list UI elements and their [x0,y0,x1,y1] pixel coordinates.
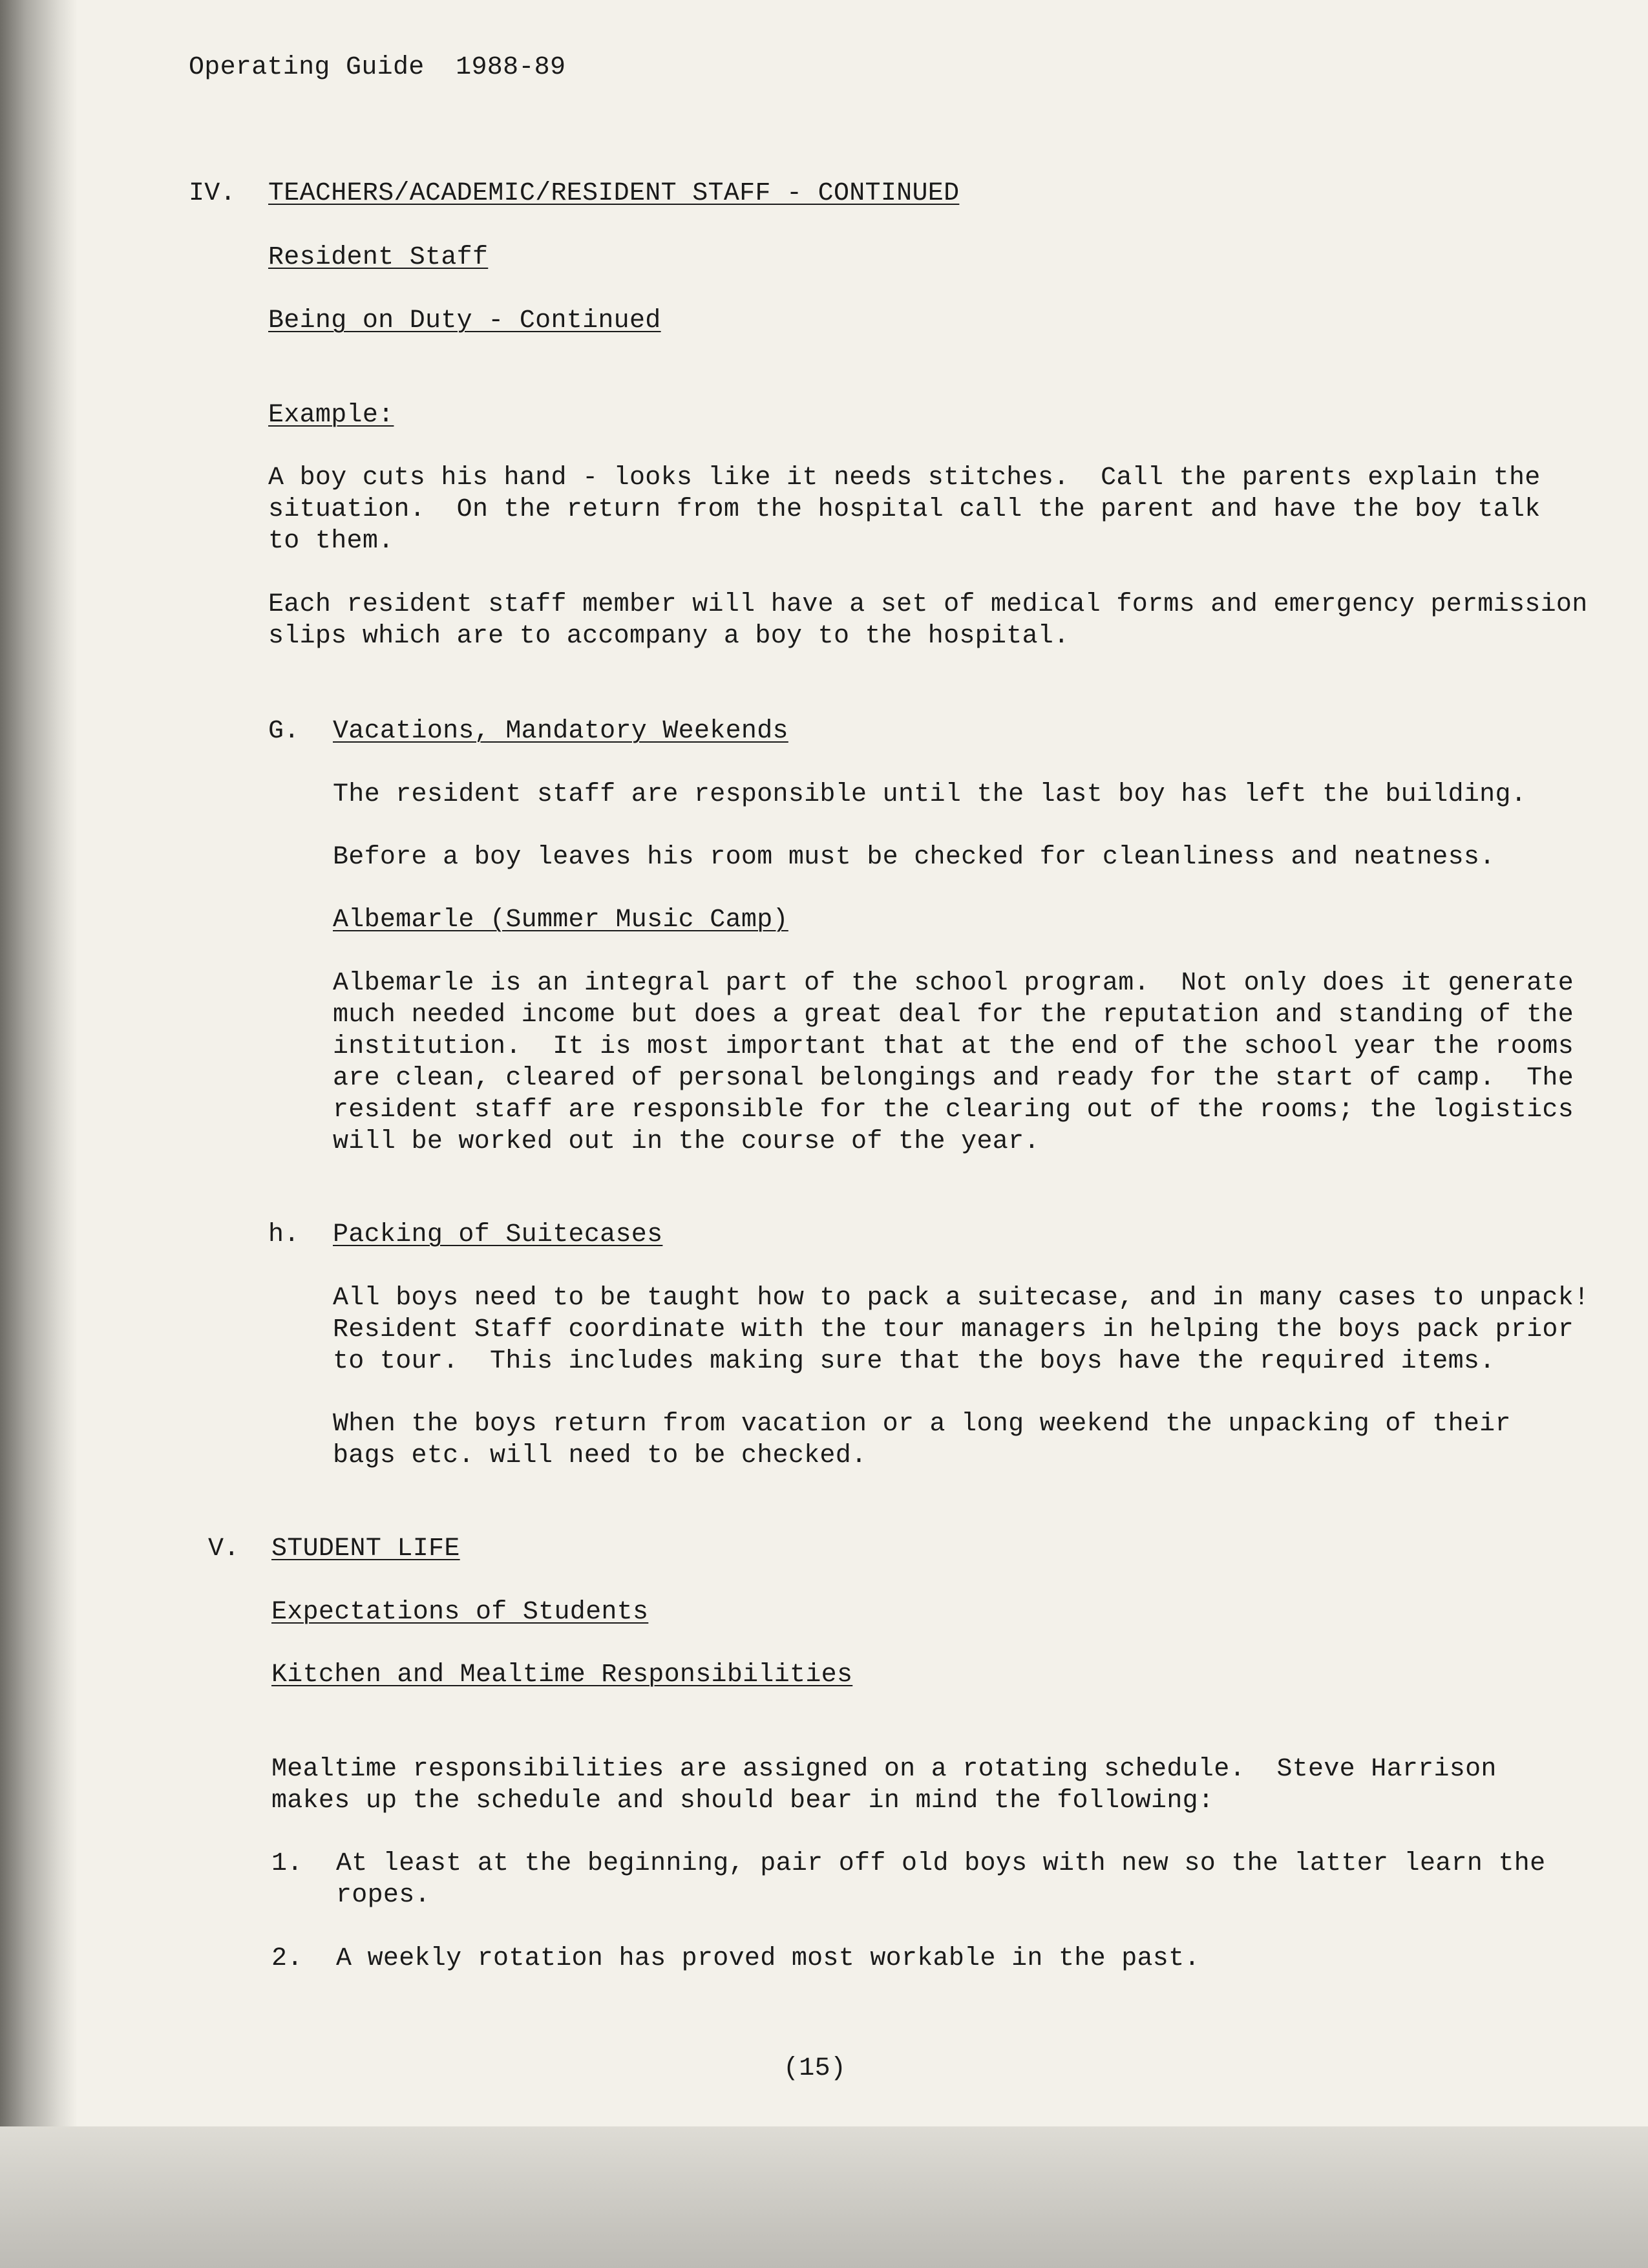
albemarle-line-3: institution. It is most important that at the end of the school year the rooms [333,1032,1574,1061]
example-line-3: to them. [268,527,394,556]
page-number: (15) [783,2054,847,2083]
item-g-line-2: Before a boy leaves his room must be checked for cleanliness and neatness. [333,843,1495,872]
example-line-2: situation. On the return from the hospital call the parent and have the boy talk [268,495,1541,524]
item-g-line-1: The resident staff are responsible until the last boy has left the building. [333,780,1527,809]
section-iv-numeral: IV. [189,179,236,208]
section-v-subheading-expectations: Expectations of Students [271,1598,649,1627]
list-item-2-number: 2. [271,1944,303,1973]
example-label: Example: [268,401,394,430]
forms-line-2: slips which are to accompany a boy to the hospital. [268,622,1070,651]
forms-line-1: Each resident staff member will have a set of medical forms and emergency permission [268,590,1588,619]
list-item-1-line-1: At least at the beginning, pair off old boys with new so the latter learn the [336,1849,1546,1878]
item-g-letter: G. [268,717,300,746]
page-header: Operating Guide 1988-89 [189,53,566,82]
list-item-1-line-2: ropes. [336,1881,430,1910]
item-h-line-3: to tour. This includes making sure that the boys have the required items. [333,1347,1495,1376]
list-item-1-number: 1. [271,1849,303,1878]
example-line-1: A boy cuts his hand - looks like it needs stitches. Call the parents explain the [268,463,1541,493]
item-g-title: Vacations, Mandatory Weekends [333,717,788,746]
section-iv-subheading-resident-staff: Resident Staff [268,243,489,272]
section-iv-subheading-being-on-duty: Being on Duty - Continued [268,306,661,335]
albemarle-line-2: much needed income but does a great deal for the reputation and standing of the [333,1001,1574,1030]
return-line-1: When the boys return from vacation or a long weekend the unpacking of their [333,1410,1511,1439]
page-curl-shadow [0,0,78,2268]
section-iv-title: TEACHERS/ACADEMIC/RESIDENT STAFF - CONTINUED [268,179,960,208]
section-v-subheading-kitchen: Kitchen and Mealtime Responsibilities [271,1660,853,1690]
item-h-title: Packing of Suitecases [333,1220,663,1249]
item-h-line-2: Resident Staff coordinate with the tour managers in helping the boys pack prior [333,1315,1574,1344]
return-line-2: bags etc. will need to be checked. [333,1441,867,1470]
albemarle-title: Albemarle (Summer Music Camp) [333,906,788,935]
item-h-letter: h. [268,1220,300,1249]
list-item-2-line-1: A weekly rotation has proved most workable in the past. [336,1944,1200,1973]
section-v-numeral: V. [208,1534,240,1563]
albemarle-line-1: Albemarle is an integral part of the school program. Not only does it generate [333,969,1574,998]
albemarle-line-4: are clean, cleared of personal belongings and ready for the start of camp. The [333,1064,1574,1093]
mealtime-intro-line-2: makes up the schedule and should bear in mind the following: [271,1786,1214,1816]
page-bottom-edge [0,2126,1648,2268]
section-v-title: STUDENT LIFE [271,1534,460,1563]
item-h-line-1: All boys need to be taught how to pack a suitecase, and in many cases to unpack! [333,1284,1590,1313]
albemarle-line-6: will be worked out in the course of the year. [333,1127,1040,1156]
albemarle-line-5: resident staff are responsible for the clearing out of the rooms; the logistics [333,1096,1574,1125]
mealtime-intro-line-1: Mealtime responsibilities are assigned on a rotating schedule. Steve Harrison [271,1755,1497,1784]
